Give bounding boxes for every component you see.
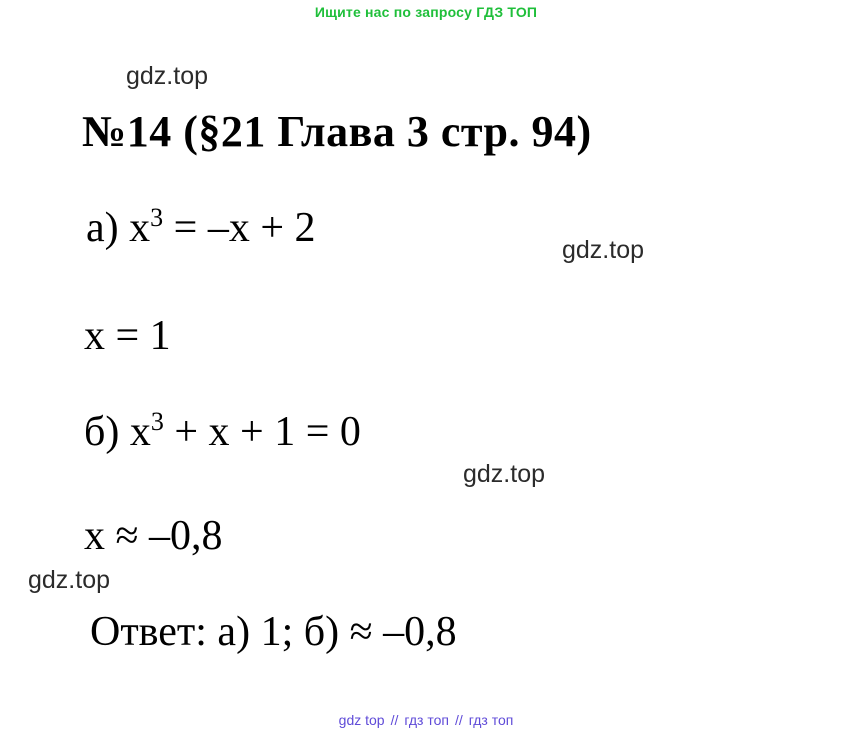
final-answer: Ответ: а) 1; б) ≈ –0,8: [90, 609, 457, 655]
equation-b-prefix: б) x: [84, 409, 151, 455]
equation-a-exponent: 3: [150, 203, 164, 232]
equation-a-answer: x = 1: [84, 313, 171, 359]
bottom-banner-separator-2: //: [454, 712, 463, 728]
bottom-banner-mid: гдз топ: [404, 712, 449, 728]
equation-b-rest: + x + 1 = 0: [163, 409, 361, 455]
equation-b-answer: x ≈ –0,8: [84, 513, 223, 559]
bottom-banner-right: гдз топ: [468, 712, 514, 728]
watermark-bottom-left: gdz.top: [28, 566, 111, 594]
bottom-promo-banner: [0, 712, 852, 728]
equation-a: [86, 204, 316, 252]
bottom-banner-left: gdz top: [338, 712, 385, 728]
watermark-right-lower: gdz.top: [463, 460, 546, 488]
page-title: №14 (§21 Глава 3 стр. 94): [82, 107, 592, 156]
equation-a-rest: = –x + 2: [163, 205, 316, 251]
watermark-top-left: gdz.top: [126, 62, 209, 90]
equation-a-prefix: а) x: [86, 205, 151, 251]
equation-b: [84, 408, 361, 456]
watermark-right-upper: gdz.top: [562, 236, 645, 264]
bottom-banner-separator-1: //: [390, 712, 399, 728]
equation-b-exponent: 3: [150, 407, 164, 436]
top-promo-banner: Ищите нас по запросу ГДЗ ТОП: [314, 4, 538, 20]
